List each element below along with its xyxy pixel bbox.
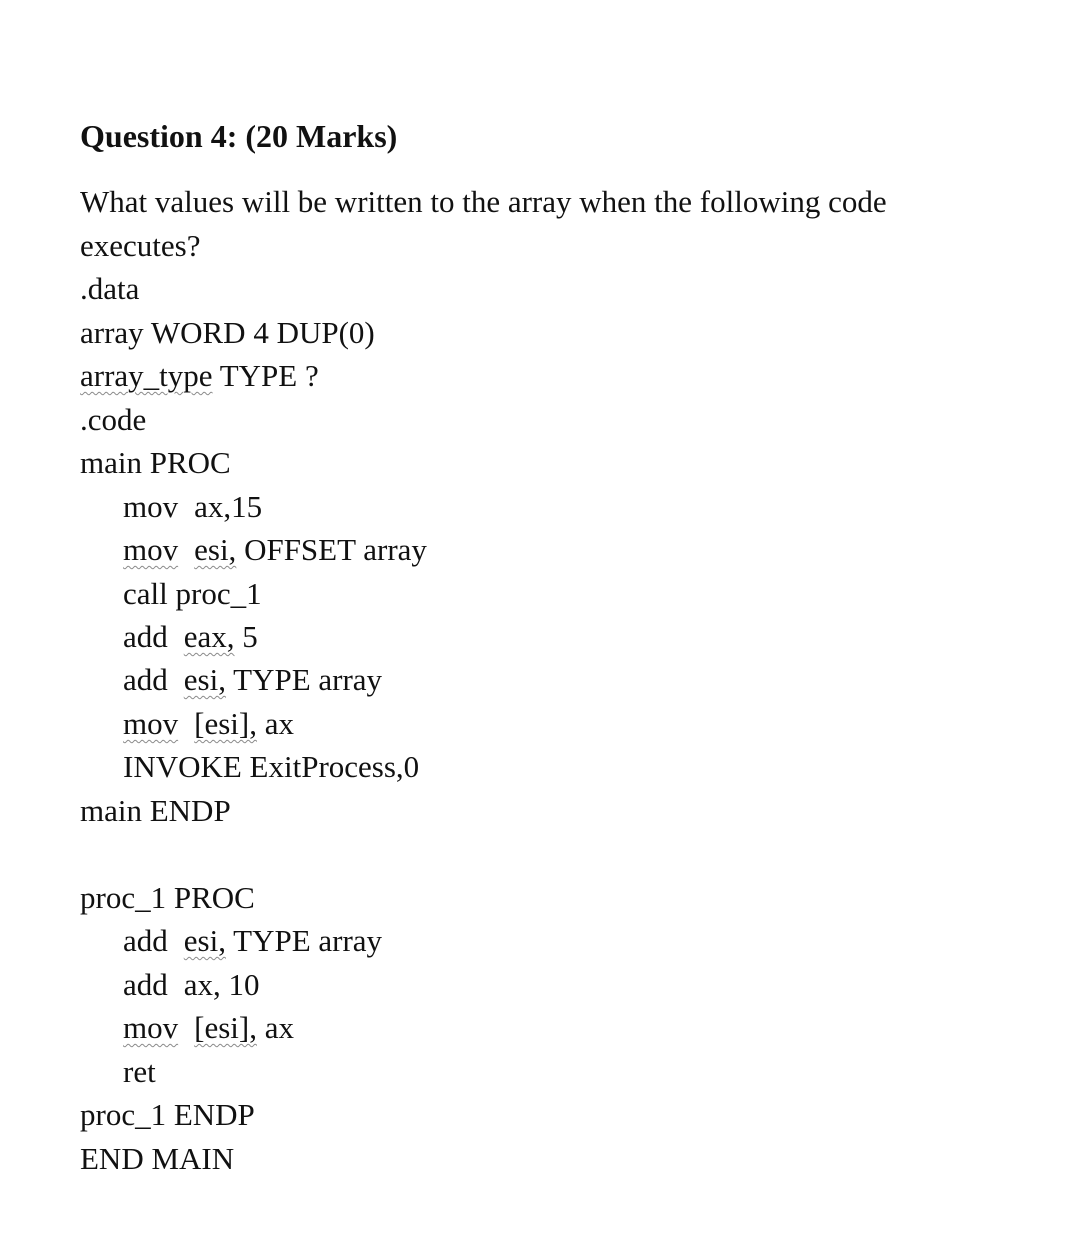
- code-main-line-5: [123, 662, 382, 698]
- code-mem: [esi],: [194, 706, 257, 741]
- code-main-line-1: [123, 489, 262, 525]
- code-main-line-7: INVOKE ExitProcess,0: [123, 749, 420, 784]
- code-reg: esi,: [183, 662, 226, 697]
- code-array-declaration: array WORD 4 DUP(0): [80, 315, 375, 350]
- code-op: mov: [123, 1010, 179, 1045]
- code-reg: eax,: [183, 619, 235, 654]
- question-title: Question 4: (20 Marks): [80, 118, 398, 154]
- code-code-directive: .code: [80, 402, 147, 437]
- code-proc1-line-4: ret: [123, 1054, 156, 1089]
- code-args: ax: [256, 706, 294, 741]
- code-main-line-4: [123, 619, 258, 655]
- code-op: add: [123, 923, 168, 958]
- code-end-main: END MAIN: [80, 1141, 235, 1176]
- code-mem: [esi],: [194, 1010, 257, 1045]
- code-op: mov: [123, 532, 179, 567]
- code-proc1-endp: proc_1 ENDP: [80, 1097, 255, 1132]
- spellcheck-word: array_type: [80, 358, 213, 393]
- code-op: add: [123, 662, 168, 697]
- code-args: ax, 10: [183, 967, 260, 1002]
- code-op: add: [123, 967, 168, 1002]
- code-op: mov: [123, 489, 179, 524]
- code-proc1-line-2: [123, 967, 260, 1003]
- question-prompt-line-1: What values will be written to the array when the following code: [80, 184, 887, 219]
- code-proc1-proc: proc_1 PROC: [80, 880, 255, 915]
- code-args: TYPE array: [225, 923, 383, 958]
- code-reg: esi,: [183, 923, 226, 958]
- code-array-type-line: [80, 358, 319, 394]
- code-main-line-6: [123, 706, 294, 742]
- code-text: TYPE ?: [212, 358, 319, 393]
- code-args: ax,15: [194, 489, 263, 524]
- code-op: mov: [123, 706, 179, 741]
- code-main-proc: main PROC: [80, 445, 231, 480]
- code-main-line-2: [123, 532, 427, 568]
- code-args: OFFSET array: [236, 532, 427, 567]
- code-proc1-line-1: [123, 923, 382, 959]
- code-main-endp: main ENDP: [80, 793, 231, 828]
- code-args: ax: [256, 1010, 294, 1045]
- code-data-directive: .data: [80, 271, 140, 306]
- code-proc1-line-3: [123, 1010, 294, 1046]
- code-args: TYPE array: [225, 662, 383, 697]
- code-args: 5: [234, 619, 258, 654]
- code-op: add: [123, 619, 168, 654]
- code-main-line-3: call proc_1: [123, 576, 262, 611]
- question-prompt-line-2: executes?: [80, 228, 201, 263]
- code-reg: esi,: [194, 532, 237, 567]
